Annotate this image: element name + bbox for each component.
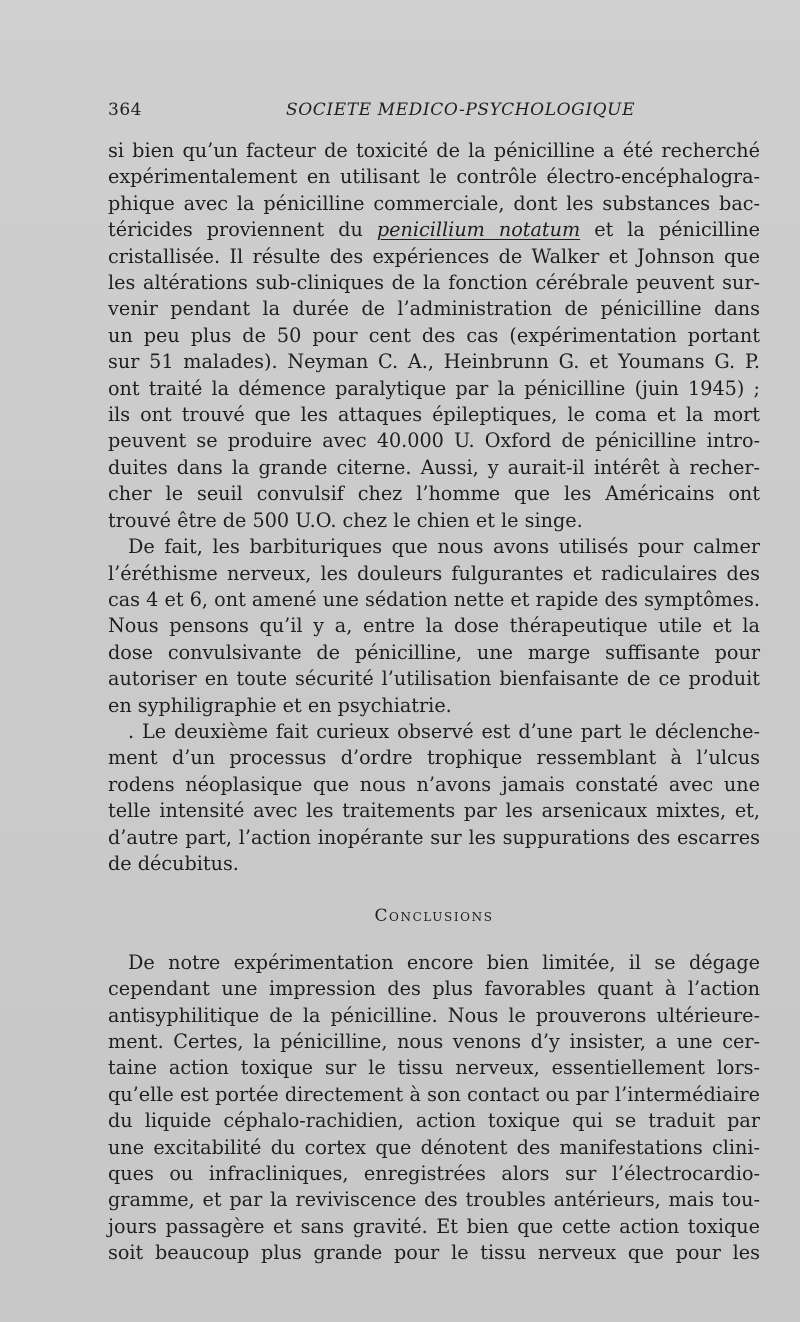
text-line: peuvent se produire avec 40.000 U. Oxford de pénicilline intro- xyxy=(108,429,760,453)
text-line: de décubitus. xyxy=(108,851,239,875)
text-line: ment. Certes, la pénicilline, nous venons d’y insister, a une cer- xyxy=(108,1029,760,1053)
text-line: phique avec la pénicilline commerciale, dont les substances bac- xyxy=(108,191,760,215)
text-line: ils ont trouvé que les attaques épileptiques, le coma et la mort xyxy=(108,403,760,427)
text-line: cristallisée. Il résulte des expériences de Walker et Johnson que xyxy=(108,244,760,268)
text-line: du liquide céphalo-rachidien, action toxique qui se traduit par xyxy=(108,1109,760,1133)
text-line: l’éréthisme nerveux, les douleurs fulgurantes et radiculaires des xyxy=(108,561,760,585)
text-line: téricides proviennent du penicillium notatum et la pénicilline xyxy=(108,218,761,242)
text-line: un peu plus de 50 pour cent des cas (expérimentation portant xyxy=(108,323,760,347)
text-line: antisyphilitique de la pénicilline. Nous le prouverons ultérieure- xyxy=(108,1003,760,1027)
text-line: jours passagère et sans gravité. Et bien que cette action toxique xyxy=(108,1214,760,1238)
page-body xyxy=(108,138,760,1267)
text-line: telle intensité avec les traitements par les arsenicaux mixtes, et, xyxy=(108,799,760,823)
text-line: duites dans la grande citerne. Aussi, y aurait-il intérêt à recher- xyxy=(108,455,760,479)
text-line: les altérations sub-cliniques de la fonction cérébrale peuvent sur- xyxy=(108,271,760,295)
text-line: soit beaucoup plus grande pour le tissu nerveux que pour les xyxy=(108,1241,760,1265)
running-head: SOCIETE MEDICO-PSYCHOLOGIQUE xyxy=(286,100,636,120)
section-heading: Conclusions xyxy=(374,906,494,927)
paragraph-3 xyxy=(108,719,760,877)
text-line: cher le seuil convulsif chez l’homme que les Américains ont xyxy=(108,482,760,506)
text-line: ques ou infracliniques, enregistrées alors sur l’électrocardio- xyxy=(108,1162,760,1186)
page-number: 364 xyxy=(108,100,142,120)
text-line: rodens néoplasique que nous n’avons jamais constaté avec une xyxy=(108,772,760,796)
text-line: si bien qu’un facteur de toxicité de la pénicilline a été recherché xyxy=(108,139,760,162)
text-line: taine action toxique sur le tissu nerveux, essentiellement lors- xyxy=(108,1056,760,1080)
text-line: sur 51 malades). Neyman C. A., Heinbrunn G. et Youmans G. P. xyxy=(108,350,760,374)
paragraph-4 xyxy=(108,950,760,1267)
text-line: cependant une impression des plus favorables quant à l’action xyxy=(108,977,760,1001)
text-line: gramme, et par la reviviscence des troubles antérieurs, mais tou- xyxy=(108,1188,760,1212)
text-line: expérimentalement en utilisant le contrôle électro-encéphalogra- xyxy=(108,165,760,189)
text-line: cas 4 et 6, ont amené une sédation nette et rapide des symptômes. xyxy=(108,587,760,611)
text-line: une excitabilité du cortex que dénotent des manifestations clini- xyxy=(108,1135,760,1159)
text-line: qu’elle est portée directement à son contact ou par l’intermédiaire xyxy=(108,1082,760,1106)
text-line: De fait, les barbituriques que nous avons utilisés pour calmer xyxy=(128,535,760,559)
text-line: autoriser en toute sécurité l’utilisation bienfaisante de ce produit xyxy=(108,667,760,691)
text-line: Nous pensons qu’il y a, entre la dose thérapeutique utile et la xyxy=(108,614,760,638)
paragraph-2 xyxy=(108,534,760,719)
page-header xyxy=(108,100,760,128)
text-line: en syphiligraphie et en psychiatrie. xyxy=(108,693,452,717)
text-line: venir pendant la durée de l’administration de pénicilline dans xyxy=(108,297,760,321)
paragraph-1 xyxy=(108,138,760,534)
text-line: . Le deuxième fait curieux observé est d’une part le déclenche- xyxy=(128,719,760,743)
text-line: ment d’un processus d’ordre trophique ressemblant à l’ulcus xyxy=(108,746,760,770)
species-name: penicillium notatum xyxy=(376,218,581,242)
text-line: trouvé être de 500 U.O. chez le chien et le singe. xyxy=(108,508,583,532)
text-line: d’autre part, l’action inopérante sur les suppurations des escarres xyxy=(108,825,760,849)
text-line: ont traité la démence paralytique par la pénicilline (juin 1945) ; xyxy=(108,376,760,400)
text-line: De notre expérimentation encore bien limitée, il se dégage xyxy=(128,950,760,974)
text-line: dose convulsivante de pénicilline, une marge suffisante pour xyxy=(108,640,760,664)
